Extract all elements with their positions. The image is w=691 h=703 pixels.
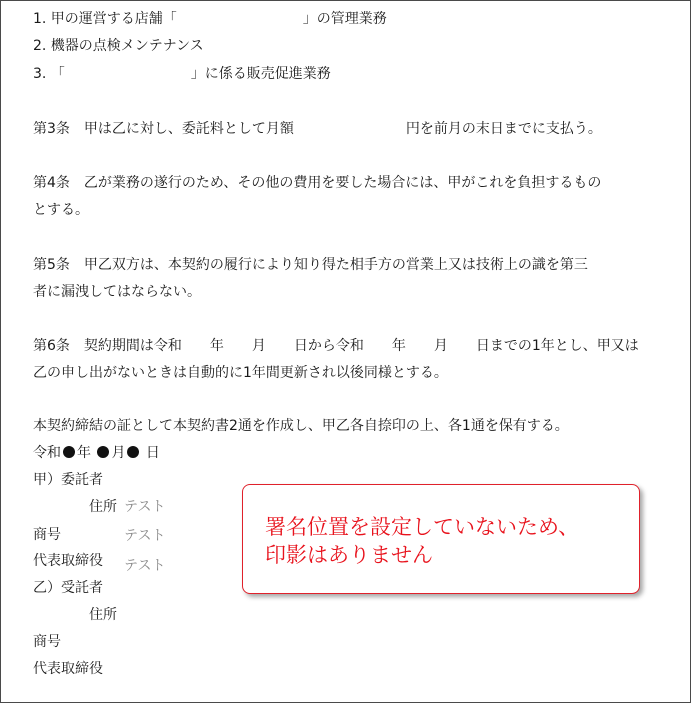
date-year: 年 [77,445,91,461]
party-a-address-value: テスト [124,499,166,515]
date-placeholder-dot [63,446,75,458]
date-era: 令和 [33,445,61,461]
date-day: 日 [145,445,160,461]
party-a-rep-label: 代表取締役 [33,553,103,569]
party-b-address-label: 住所 [89,607,117,623]
article-3: 第3条 甲は乙に対し、委託料として月額 円を前月の末日までに支払う。 [33,121,602,137]
date-placeholder-dot [127,446,139,458]
contract-date [33,443,160,463]
article-4-line-2: とする。 [33,202,89,218]
closing-statement: 本契約締結の証として本契約書2通を作成し、甲乙各自捺印の上、各1通を保有する。 [33,418,569,434]
party-b-company-label: 商号 [33,634,61,650]
article-6-line-1: 第6条 契約期間は令和 年 月 日から令和 年 月 日までの1年とし、甲又は [33,338,639,354]
article-4-line-1: 第4条 乙が業務の遂行のため、その他の費用を要した場合には、甲がこれを負担するもの [33,175,602,191]
party-a-company-value: テスト [124,528,166,544]
article-6-line-2: 乙の申し出がないときは自動的に1年間更新され以後同様とする。 [33,365,448,381]
party-a-company-label: 商号 [33,527,61,543]
date-month: 月 [111,445,126,461]
party-a-address-label: 住所 [89,499,117,515]
party-b-heading: 乙）受託者 [33,580,103,596]
signature-notice-callout [242,484,640,594]
item-3: 3. 「 」に係る販売促進業務 [33,66,331,82]
article-5-line-1: 第5条 甲乙双方は、本契約の履行により知り得た相手方の営業上又は技術上の識を第三 [33,257,588,273]
signature-notice-text: 署名位置を設定していないため、 印影はありません [265,515,580,567]
item-2: 2. 機器の点検メンテナンス [33,38,204,54]
party-a-rep-value: テスト [124,558,166,574]
article-5-line-2: 者に漏洩してはならない。 [33,284,201,300]
party-b-rep-label: 代表取締役 [33,661,103,677]
date-placeholder-dot [97,446,109,458]
party-a-heading: 甲）委託者 [33,472,103,488]
item-1: 1. 甲の運営する店舗「 」の管理業務 [33,11,387,27]
